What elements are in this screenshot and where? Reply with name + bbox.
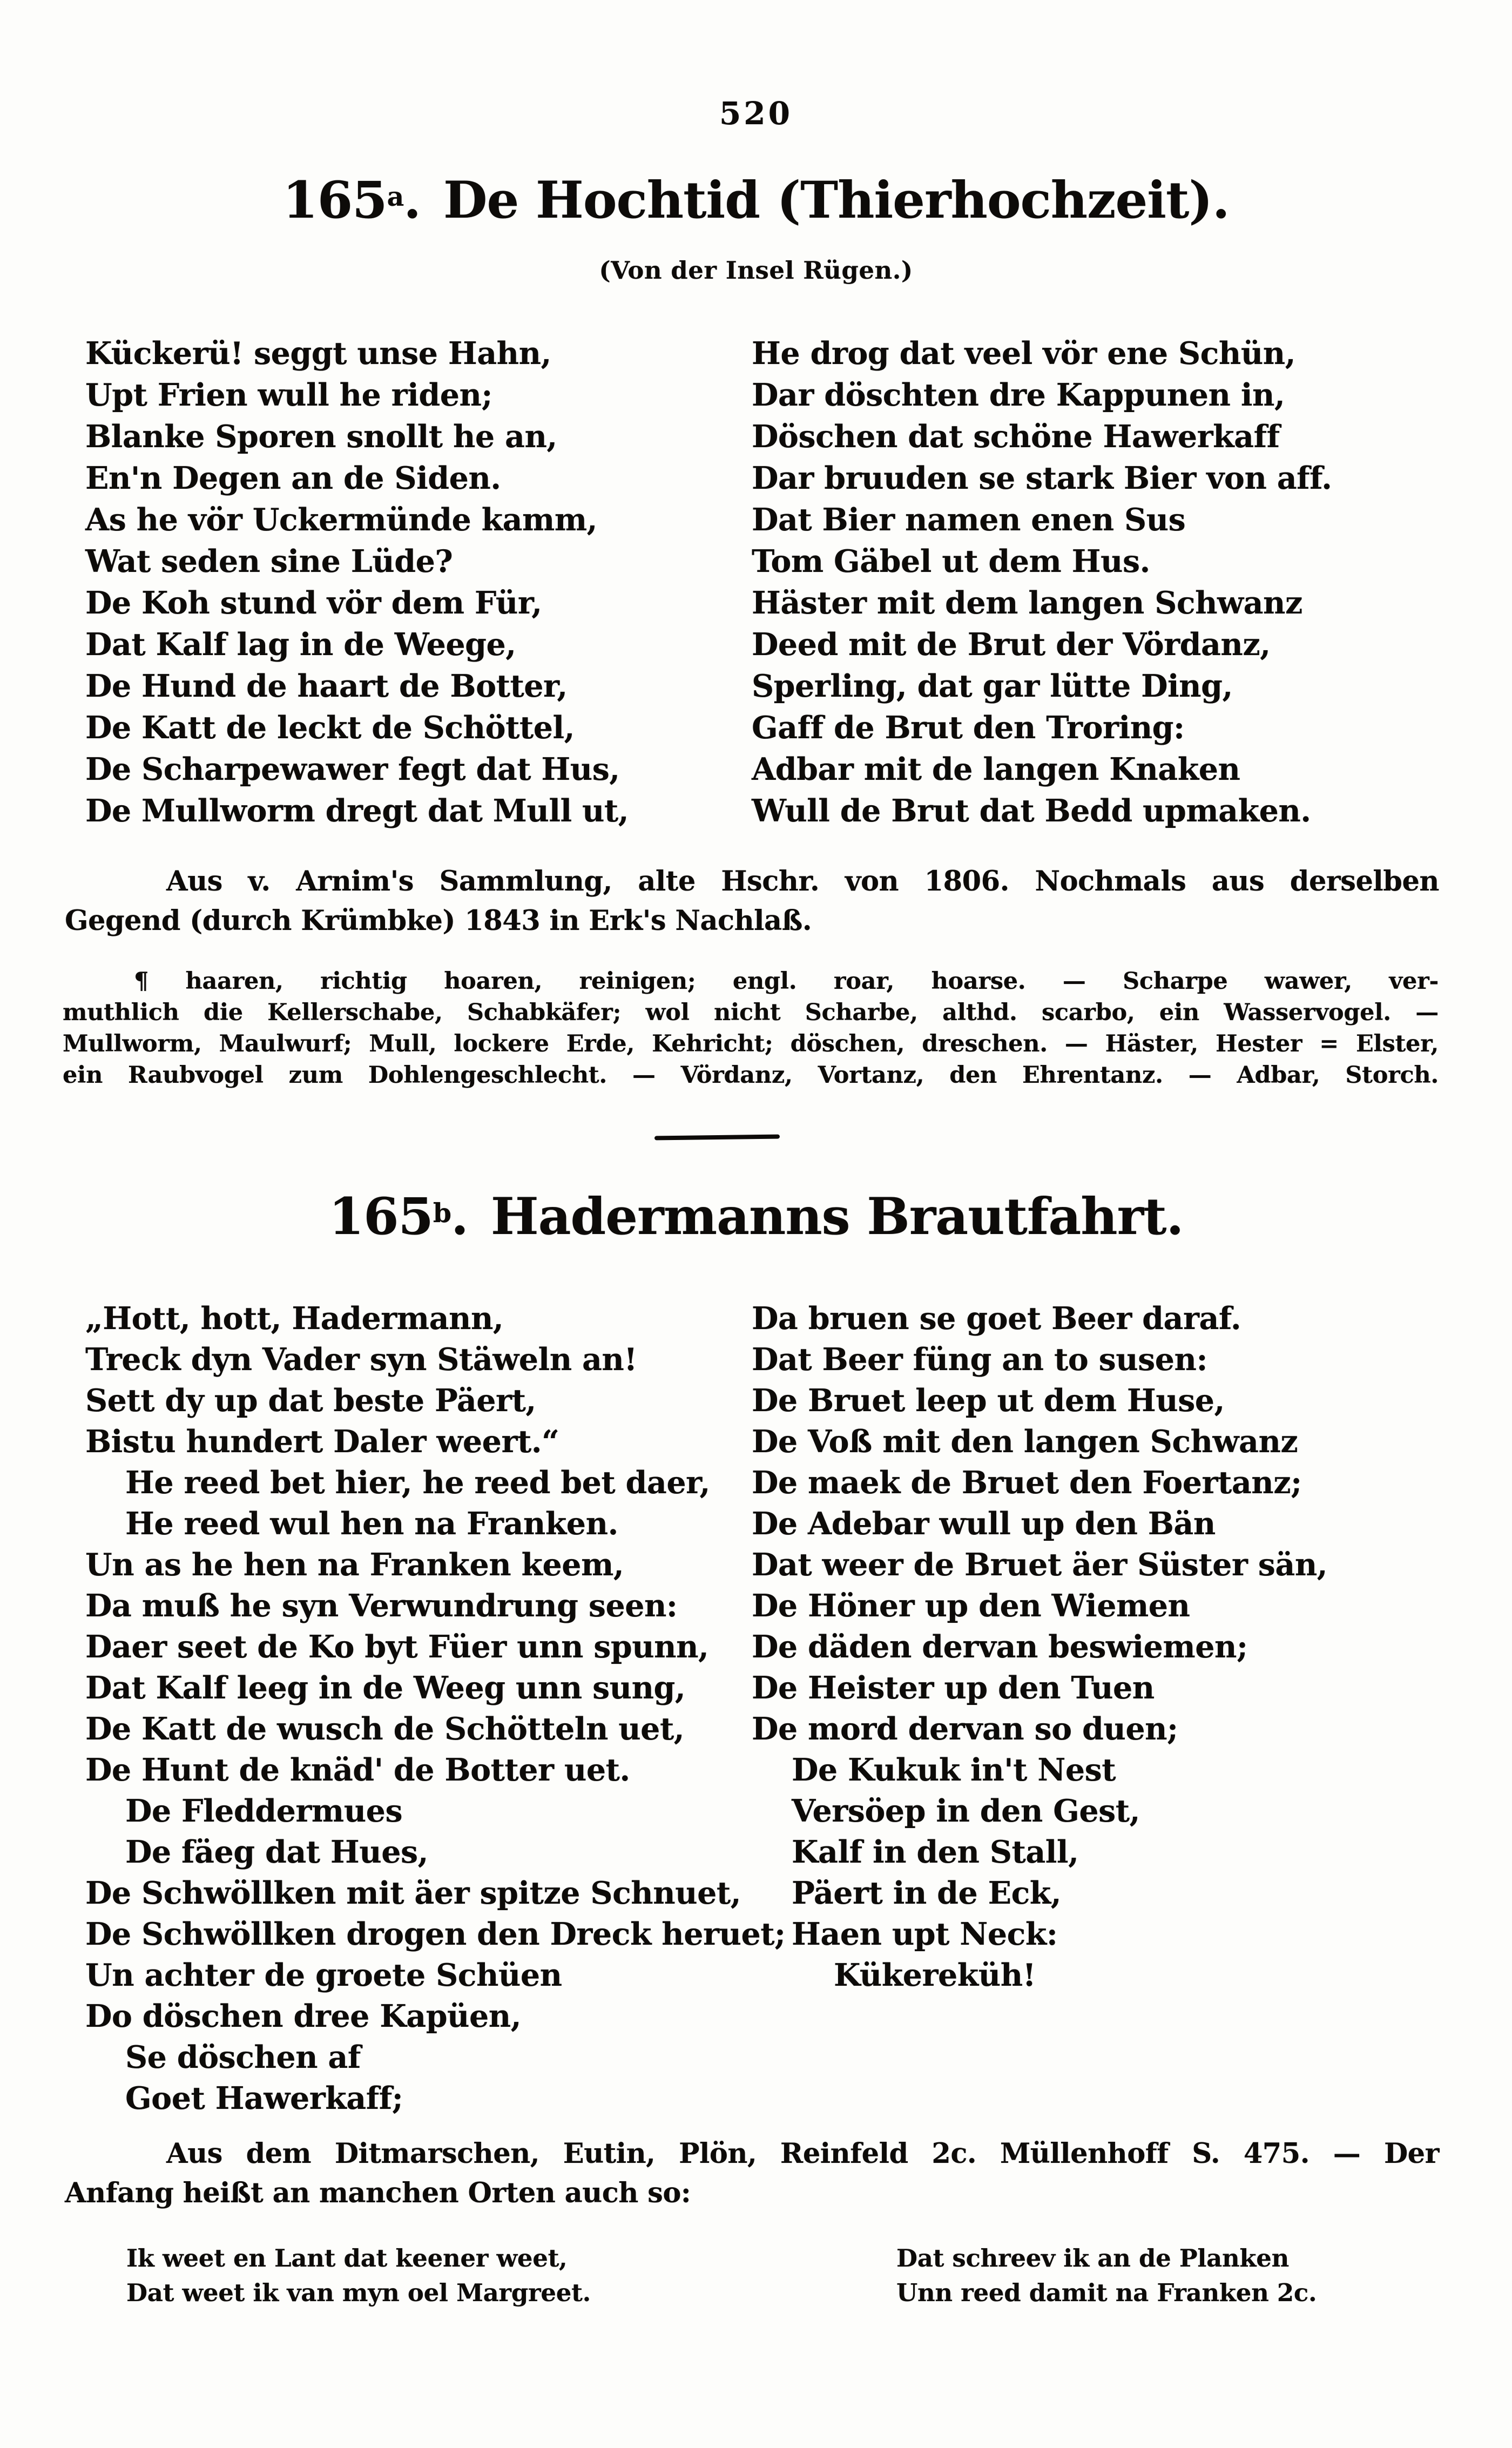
footnote-line: ein Raubvogel zum Dohlengeschlecht. — Vördanz, Vortanz, den Ehrentanz. — Adbar, Storch. [63, 1062, 1439, 1089]
song-b-title [0, 1187, 1512, 1246]
verse-line: De Koh stund vör dem Für, [85, 585, 542, 621]
song-a-subtitle: (Von der Insel Rügen.) [599, 256, 913, 285]
source-note-line: Aus v. Arnim's Sammlung, alte Hschr. von 1806. Nochmals aus derselben [166, 865, 1439, 898]
verse-line: De Katt de wusch de Schötteln uet, [85, 1711, 685, 1747]
verse-line: Wat seden sine Lüde? [85, 543, 453, 579]
verse-line: Tom Gäbel ut dem Hus. [752, 543, 1150, 579]
verse-line: Goet Hawerkaff; [125, 2080, 403, 2116]
verse-line: De Fleddermues [125, 1793, 403, 1829]
verse-line: Döschen dat schöne Hawerkaff [752, 419, 1280, 455]
verse-line: Da bruen se goet Beer daraf. [752, 1300, 1241, 1337]
song-b-number-period: . [451, 1187, 468, 1246]
verse-line: De Bruet leep ut dem Huse, [752, 1383, 1225, 1419]
verse-line: Dar döschten dre Kappunen in, [752, 377, 1285, 413]
song-a-left-column [85, 333, 629, 832]
song-b-variant-right-column [896, 2241, 1317, 2310]
verse-line: Päert in de Eck, [792, 1875, 1062, 1911]
song-b-number: 165 [328, 1187, 433, 1246]
verse-line: De mord dervan so duen; [752, 1711, 1178, 1747]
variant-verse-line: Dat weet ik van myn oel Margreet. [126, 2278, 591, 2307]
song-a-title [0, 171, 1512, 230]
verse-line: De Mullworm dregt dat Mull ut, [85, 793, 629, 829]
variant-verse-line: Ik weet en Lant dat keener weet, [126, 2244, 568, 2272]
verse-line: De Scharpewawer fegt dat Hus, [85, 751, 620, 787]
verse-line: De Schwöllken mit äer spitze Schnuet, [85, 1875, 741, 1911]
source-note-line: Anfang heißt an manchen Orten auch so: [65, 2177, 691, 2209]
song-a-number: 165 [282, 171, 387, 230]
verse-line: Kalf in den Stall, [792, 1834, 1079, 1870]
song-a-source-note [65, 862, 1439, 941]
verse-line: De Hund de haart de Botter, [85, 668, 568, 704]
verse-line: Do döschen dree Kapüen, [85, 1998, 522, 2034]
verse-line: De Voß mit den langen Schwanz [752, 1424, 1298, 1460]
song-b-number-sup: b [433, 1197, 451, 1229]
song-b-title-text: Hadermanns Brautfahrt. [490, 1187, 1184, 1246]
verse-line: Sperling, dat gar lütte Ding, [752, 668, 1233, 704]
verse-line: Sett dy up dat beste Päert, [85, 1383, 536, 1419]
song-a-title-text: De Hochtid (Thierhochzeit). [443, 171, 1230, 230]
verse-line: De Schwöllken drogen den Dreck heruet; [85, 1916, 786, 1952]
footnote-line: ¶ haaren, richtig hoaren, reinigen; engl. roar, hoarse. — Scharpe wawer, ver- [134, 968, 1439, 995]
variant-verse-line: Unn reed damit na Franken 2c. [896, 2278, 1317, 2307]
verse-line: Gaff de Brut den Troring: [752, 710, 1185, 746]
verse-line: Adbar mit de langen Knaken [752, 751, 1240, 787]
verse-line: As he vör Uckermünde kamm, [85, 502, 597, 538]
song-b-left-column [85, 1298, 786, 2119]
verse-line: Häster mit dem langen Schwanz [752, 585, 1302, 621]
song-a-number-period: . [403, 171, 421, 230]
verse-line: De Höner up den Wiemen [752, 1588, 1190, 1624]
song-a-footnote [63, 966, 1439, 1091]
song-b-source-note [65, 2134, 1439, 2213]
song-b-variant-left-column [126, 2241, 591, 2310]
verse-line: De Adebar wull up den Bän [752, 1506, 1216, 1542]
verse-line: Kükereküh! [834, 1957, 1036, 1993]
verse-line: De däden dervan beswiemen; [752, 1629, 1248, 1665]
verse-line: Upt Frien wull he riden; [85, 377, 492, 413]
verse-line: De fäeg dat Hues, [125, 1834, 428, 1870]
song-a-right-column [752, 333, 1332, 832]
verse-line: Haen upt Neck: [792, 1916, 1058, 1952]
verse-line: Versöep in den Gest, [792, 1793, 1140, 1829]
verse-line: De Kukuk in't Nest [792, 1752, 1116, 1788]
verse-line: Kückerü! seggt unse Hahn, [85, 335, 551, 372]
verse-line: Da muß he syn Verwundrung seen: [85, 1588, 678, 1624]
verse-line: He reed wul hen na Franken. [125, 1506, 618, 1542]
verse-line: He drog dat veel vör ene Schün, [752, 335, 1296, 372]
verse-line: Dar bruuden se stark Bier von aff. [752, 460, 1332, 496]
verse-line: Dat Kalf leeg in de Weeg unn sung, [85, 1670, 686, 1706]
page-number: 520 [719, 95, 793, 132]
verse-line: Dat weer de Bruet äer Süster sän, [752, 1547, 1328, 1583]
verse-line: Wull de Brut dat Bedd upmaken. [752, 793, 1311, 829]
verse-line: De Katt de leckt de Schöttel, [85, 710, 575, 746]
verse-line: Un achter de groete Schüen [85, 1957, 562, 1993]
verse-line: Blanke Sporen snollt he an, [85, 419, 557, 455]
footnote-line: Mullworm, Maulwurf; Mull, lockere Erde, Kehricht; döschen, dreschen. — Häster, Hester = Elster, [63, 1030, 1439, 1057]
section-divider [654, 1135, 780, 1141]
verse-line: De maek de Bruet den Foertanz; [752, 1465, 1302, 1501]
verse-line: Dat Beer füng an to susen: [752, 1341, 1208, 1378]
verse-line: En'n Degen an de Siden. [85, 460, 501, 496]
footnote-line: muthlich die Kellerschabe, Schabkäfer; wol nicht Scharbe, althd. scarbo, ein Wasservogel. — [63, 999, 1439, 1026]
verse-line: Bistu hundert Daler weert.“ [85, 1424, 559, 1460]
verse-line: Dat Bier namen enen Sus [752, 502, 1186, 538]
verse-line: Se döschen af [125, 2039, 361, 2075]
verse-line: De Heister up den Tuen [752, 1670, 1155, 1706]
verse-line: De Hunt de knäd' de Botter uet. [85, 1752, 630, 1788]
source-note-line: Gegend (durch Krümbke) 1843 in Erk's Nachlaß. [65, 905, 812, 937]
verse-line: „Hott, hott, Hadermann, [85, 1300, 504, 1337]
verse-line: Dat Kalf lag in de Weege, [85, 626, 516, 663]
verse-line: Treck dyn Vader syn Stäweln an! [85, 1341, 637, 1378]
verse-line: Daer seet de Ko byt Füer unn spunn, [85, 1629, 709, 1665]
verse-line: He reed bet hier, he reed bet daer, [125, 1465, 710, 1501]
song-b-right-column [752, 1298, 1327, 1996]
song-a-number-sup: a [387, 180, 404, 212]
source-note-line: Aus dem Ditmarschen, Eutin, Plön, Reinfeld 2c. Müllenhoff S. 475. — Der [166, 2137, 1439, 2170]
verse-line: Un as he hen na Franken keem, [85, 1547, 624, 1583]
variant-verse-line: Dat schreev ik an de Planken [896, 2244, 1290, 2272]
verse-line: Deed mit de Brut der Vördanz, [752, 626, 1271, 663]
